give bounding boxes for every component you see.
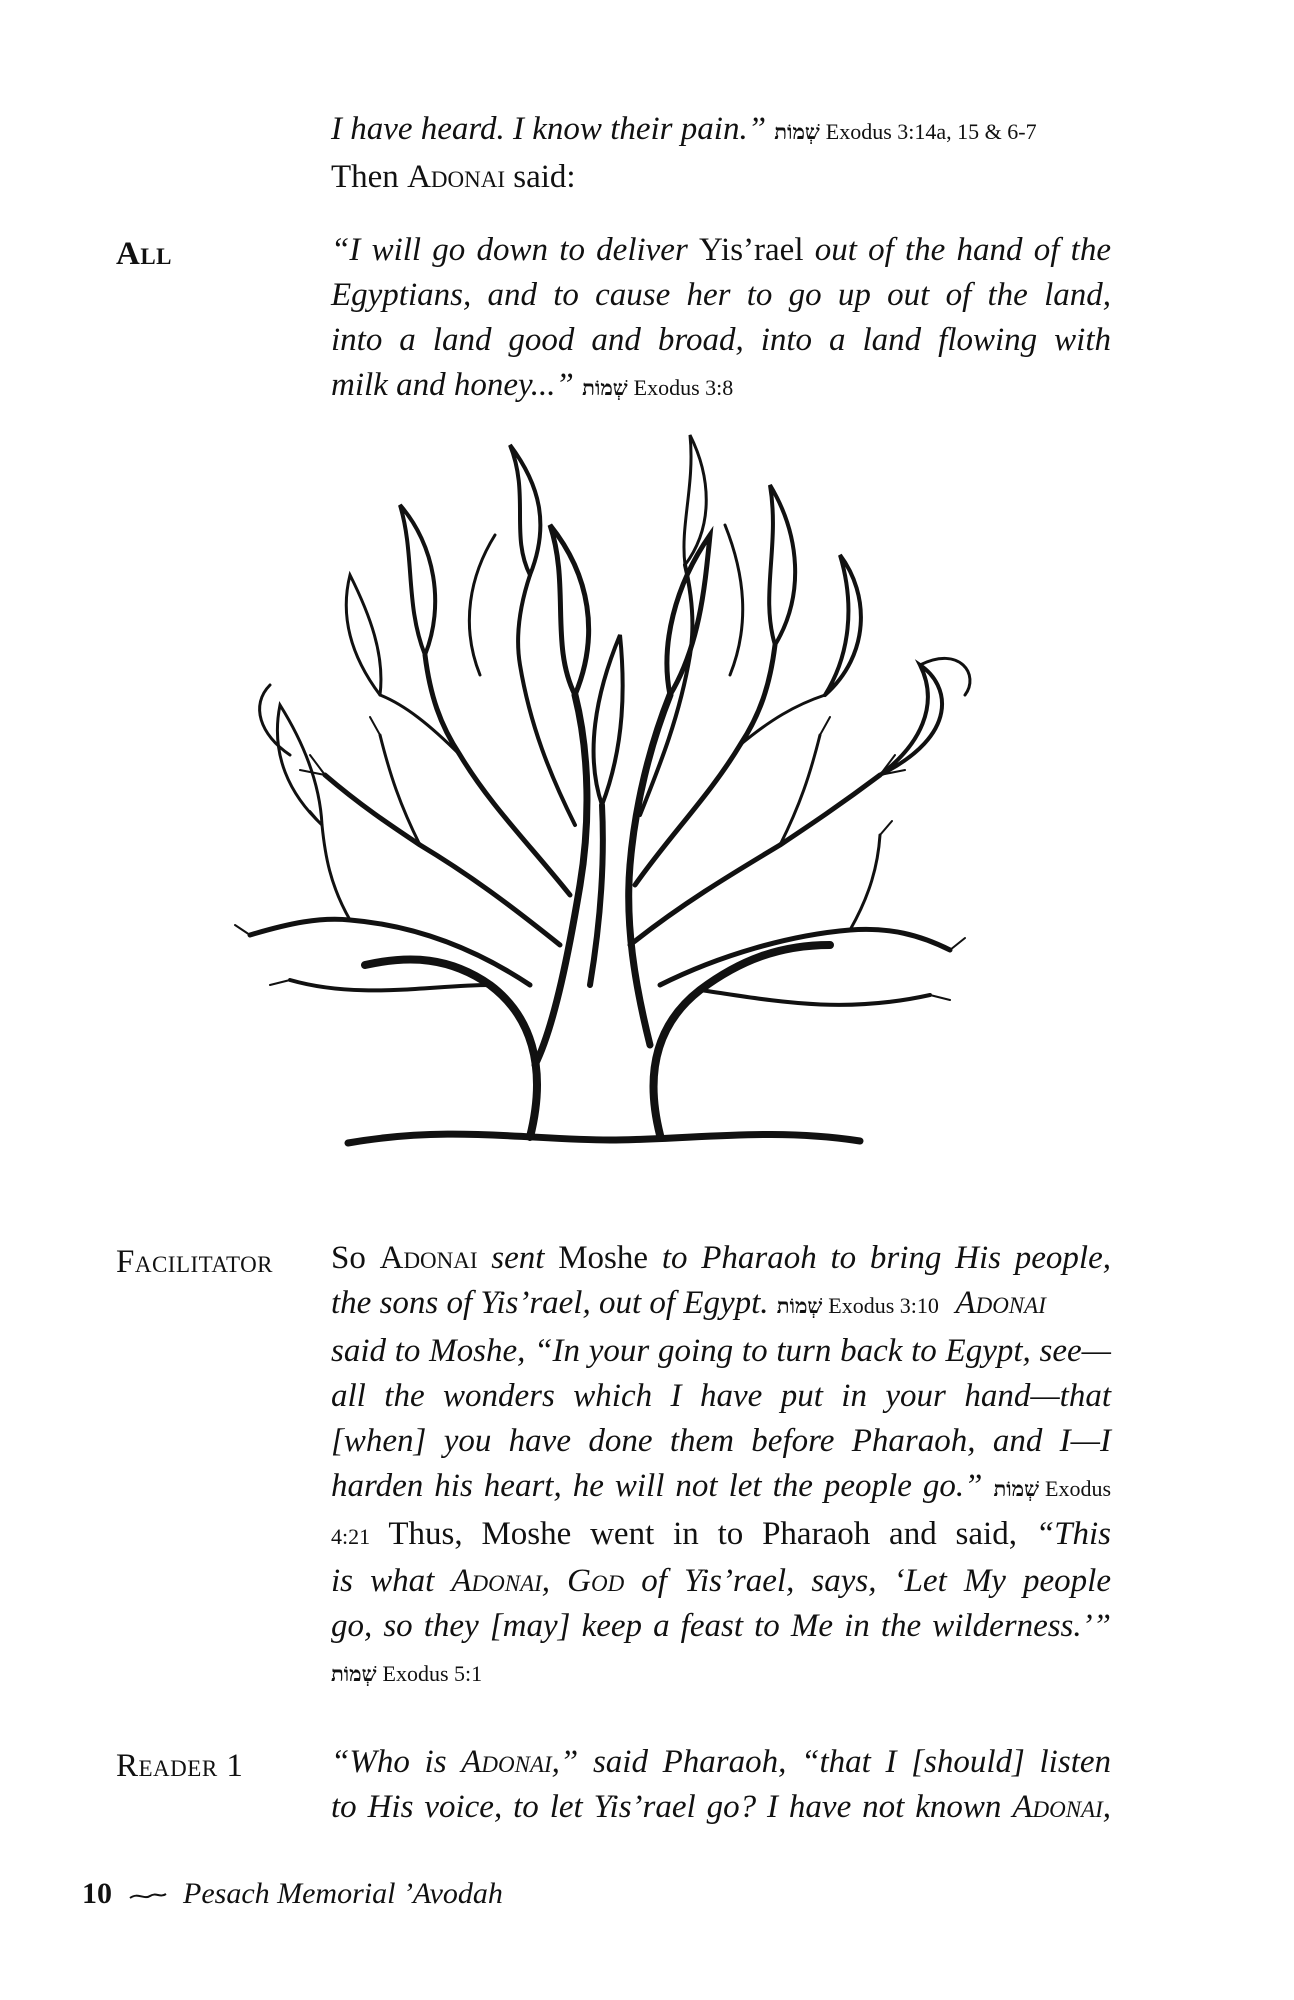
page-footer: [82, 1877, 503, 1911]
facilitator-passage: So Adonai sent Moshe to Pharaoh to bring His people, the sons of Yis’rael, out of Egypt. שְׁמוֹת Exodus 3:10 Adonai said to Moshe, “In your going to turn back to Egypt, see— all the wonders which I have put in your hand—that [when] you have done them before Pharaoh, and I—I harden his heart, he will not let the people go.” שְׁמוֹת Exodus 4:21 Thus, Moshe went in to Pharaoh and said, “This is what Adonai, God of Yis’rael, says, ‘Let My people go, so they [may] keep a feast to Me in the wilderness.’” שְׁמוֹת Exodus 5:1: [331, 1240, 1112, 1686]
swirl-ornament-icon: [128, 1890, 168, 1902]
speaker-reader-1: Reader 1: [116, 1748, 244, 1784]
page-number: 10: [82, 1877, 112, 1910]
divine-name: Adonai: [407, 159, 505, 195]
all-passage: “I will go down to deliver Yis’rael out of the hand of the Egyptians, and to cause her to go up out of the land, into a land good and broad, into a land flowing with milk and honey...” שְׁמוֹת Exodus 3:8: [331, 232, 1111, 403]
burning-bush-icon: [230, 425, 1010, 1170]
reader1-passage: “Who is Adonai,” said Pharaoh, “that I [should] listen to His voice, to let Yis’rael go? I have not known Adonai,: [331, 1744, 1112, 1825]
top-passage: I have heard. I know their pain.” שְׁמוֹת Exodus 3:14a, 15 & 6-7 Then Adonai said:: [331, 111, 1037, 195]
speaker-all: All: [116, 236, 173, 272]
speaker-facilitator: Facilitator: [116, 1244, 274, 1280]
book-title: Pesach Memorial ’Avodah: [183, 1877, 503, 1910]
